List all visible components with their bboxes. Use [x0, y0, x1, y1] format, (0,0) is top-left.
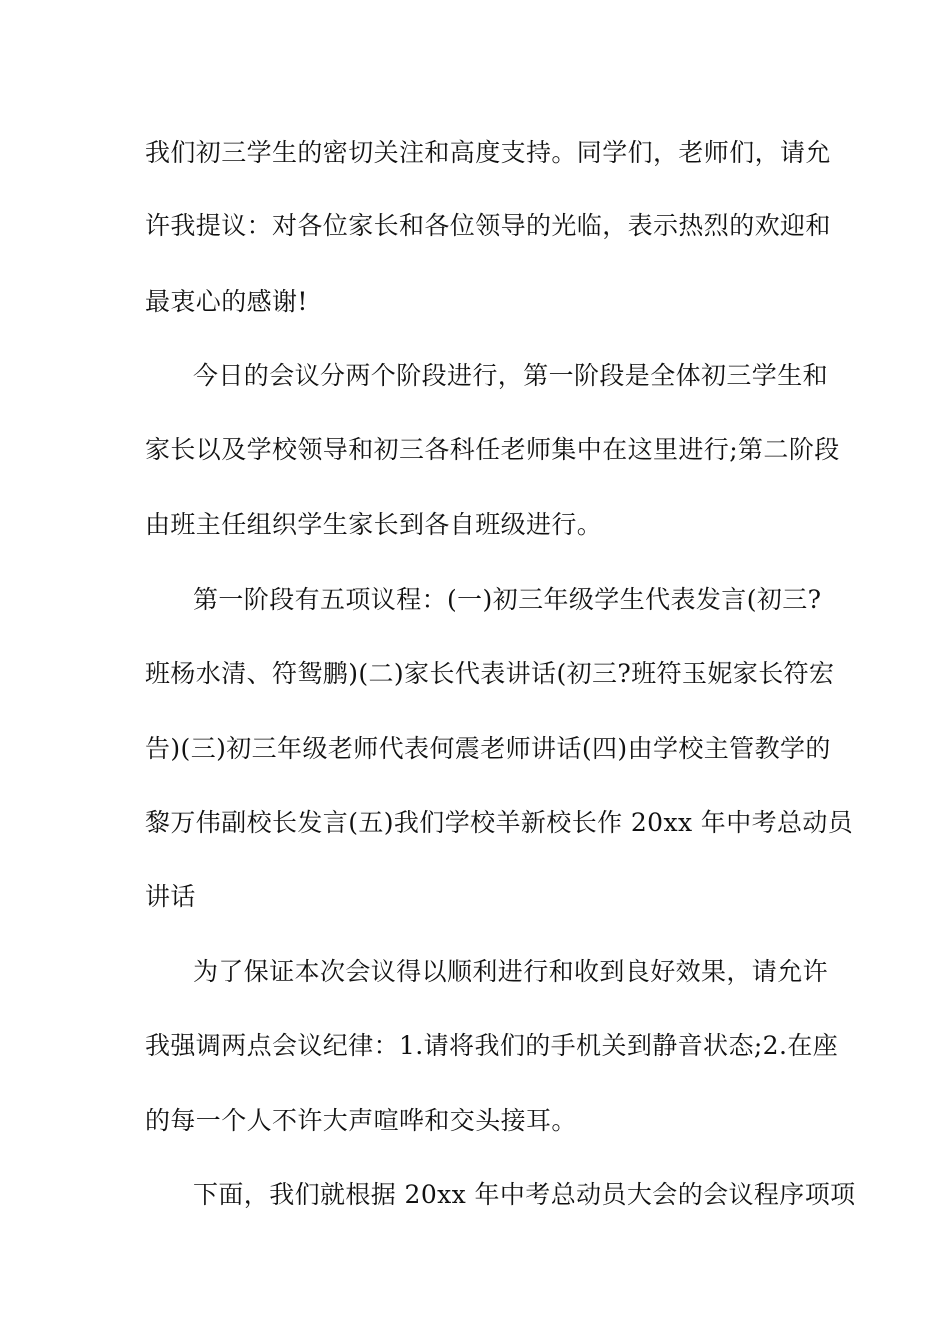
paragraph-4-line-2: 我强调两点会议纪律：1.请将我们的手机关到静音状态;2.在座: [145, 1031, 839, 1060]
paragraph-2-line-3: 由班主任组织学生家长到各自班级进行。: [145, 510, 603, 539]
paragraph-3-line-2: 班杨水清、符鸳鹏)(二)家长代表讲话(初三?班符玉妮家长符宏: [145, 659, 835, 688]
paragraph-3-line-1: 第一阶段有五项议程：(一)初三年级学生代表发言(初三?: [193, 585, 822, 614]
paragraph-4-line-3: 的每一个人不许大声喧哗和交头接耳。: [145, 1106, 577, 1135]
paragraph-3-line-5: 讲话: [145, 882, 196, 911]
text-line-1: 我们初三学生的密切关注和高度支持。同学们，老师们，请允: [145, 138, 831, 167]
paragraph-2-line-1: 今日的会议分两个阶段进行，第一阶段是全体初三学生和: [193, 361, 829, 390]
paragraph-2-line-2: 家长以及学校领导和初三各科任老师集中在这里进行;第二阶段: [145, 435, 840, 464]
paragraph-5-line-1: 下面，我们就根据 20xx 年中考总动员大会的会议程序项项: [193, 1180, 856, 1209]
text-line-2: 许我提议：对各位家长和各位领导的光临，表示热烈的欢迎和: [145, 211, 831, 240]
paragraph-3-line-4: 黎万伟副校长发言(五)我们学校羊新校长作 20xx 年中考总动员: [145, 808, 854, 837]
paragraph-3-line-3: 告)(三)初三年级老师代表何震老师讲话(四)由学校主管教学的: [145, 734, 831, 763]
paragraph-4-line-1: 为了保证本次会议得以顺利进行和收到良好效果，请允许: [193, 957, 829, 986]
text-line-3: 最衷心的感谢!: [145, 287, 308, 316]
